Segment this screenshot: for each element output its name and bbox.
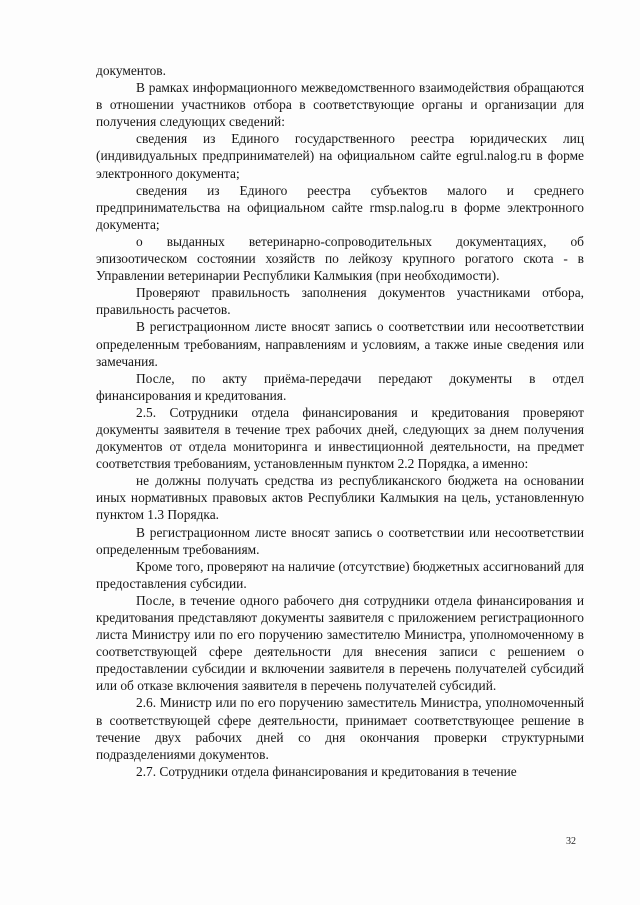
paragraph: В рамках информационного межведомственного взаимодействия обращаются в отношении участников отбора в соответствующие органы и организации для получения следующих сведений: [96, 80, 584, 130]
paragraph: Кроме того, проверяют на наличие (отсутствие) бюджетных ассигнований для предоставления субсидии. [96, 558, 584, 591]
document-body [96, 62, 584, 780]
paragraph: Проверяют правильность заполнения документов участниками отбора, правильность расчетов. [96, 285, 584, 318]
paragraph: документов. [96, 63, 166, 78]
paragraph: После, по акту приёма-передачи передают документы в отдел финансирования и кредитования. [96, 370, 584, 403]
paragraph: В регистрационном листе вносят запись о соответствии или несоответствии определенным требованиям. [96, 524, 584, 557]
page-number: 32 [566, 836, 576, 847]
paragraph: В регистрационном листе вносят запись о соответствии или несоответствии определенным требованиям, направлениям и условиям, а также иные сведения или замечания. [96, 319, 584, 369]
paragraph: После, в течение одного рабочего дня сотрудники отдела финансирования и кредитования представляют документы заявителя с приложением регистрационного листа Министру или по его поручению заместителю Министра, уполномоченному в соответствующей сфере деятельности для внесения записи с решением о предоставлении субсидии и включении заявителя в перечень получателей субсидий или об отказе включения заявителя в перечень получателей субсидий. [96, 592, 584, 694]
paragraph: не должны получать средства из республиканского бюджета на основании иных нормативных правовых актов Республики Калмыкия на цель, установленную пунктом 1.3 Порядка. [96, 473, 584, 523]
paragraph: 2.7. Сотрудники отдела финансирования и кредитования в течение [136, 763, 517, 779]
paragraph: 2.5. Сотрудники отдела финансирования и кредитования проверяют документы заявителя в течение трех рабочих дней, следующих за днем получения документов от отдела мониторинга и инвестиционной деятельности, на предмет соответствия требованиям, установленным пунктом 2.2 Порядка, а именно: [96, 404, 584, 472]
paragraph: сведения из Единого реестра субъектов малого и среднего предпринимательства на официальном сайте rmsp.nalog.ru в форме электронного документа; [96, 182, 584, 232]
paragraph: сведения из Единого государственного реестра юридических лиц (индивидуальных предпринимателей) на официальном сайте egrul.nalog.ru в форме электронного документа; [96, 131, 584, 181]
paragraph: 2.6. Министр или по его поручению заместитель Министра, уполномоченный в соответствующей сфере деятельности, принимает соответствующее решение в течение двух рабочих дней со дня окончания проверки структурными подразделениями документов. [96, 695, 584, 762]
paragraph: о выданных ветеринарно-сопроводительных документациях, об эпизоотическом состоянии хозяйств по лейкозу крупного рогатого скота - в Управлении ветеринарии Республики Калмыкия (при необходимости). [96, 233, 584, 284]
